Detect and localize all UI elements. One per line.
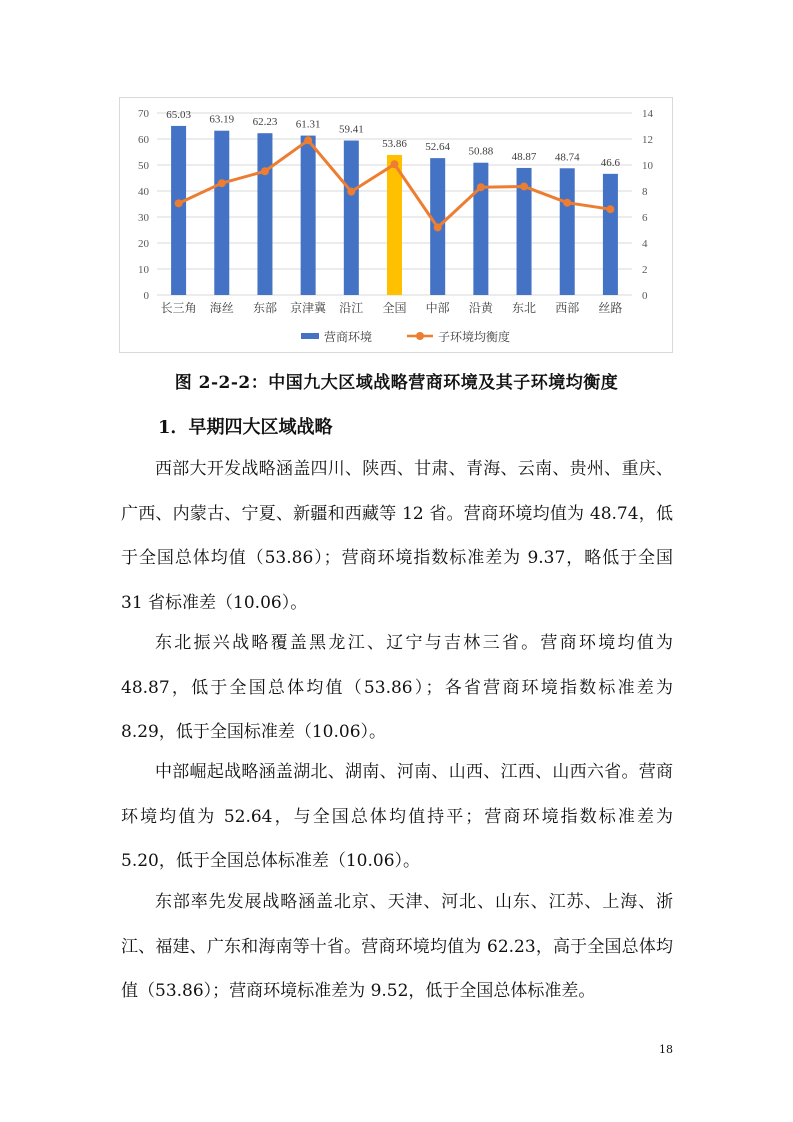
bar-value-label: 48.87 — [511, 150, 537, 163]
left-axis-tick-label: 60 — [138, 134, 149, 146]
bar-value-label: 52.64 — [425, 141, 451, 154]
bar-1 — [171, 126, 186, 295]
category-label: 东北 — [512, 301, 537, 315]
category-label: 全国 — [382, 301, 407, 315]
category-label: 海丝 — [209, 301, 234, 315]
left-axis-tick-label: 10 — [138, 264, 149, 276]
right-axis-tick-label: 2 — [642, 264, 648, 276]
bar-value-label: 65.03 — [166, 108, 191, 121]
page-number: 18 — [659, 1043, 673, 1056]
balance-point-6 — [391, 160, 399, 168]
left-axis-tick-label: 30 — [138, 212, 149, 224]
left-axis-tick-label: 70 — [138, 108, 149, 120]
category-label: 沿江 — [339, 301, 364, 315]
bar-2 — [214, 131, 229, 295]
bar-value-label: 53.86 — [382, 137, 407, 150]
balance-point-2 — [218, 179, 226, 187]
right-axis-tick-label: 12 — [642, 134, 653, 146]
bar-value-label: 62.23 — [252, 116, 278, 129]
legend-swatch-business-environment — [301, 333, 319, 339]
right-axis-tick-label: 0 — [642, 290, 648, 302]
bar-value-label: 63.19 — [209, 113, 235, 126]
paragraph-western-development: 西部大开发战略涵盖四川、陕西、甘肃、青海、云南、贵州、重庆、广西、内蒙古、宁夏、新疆和西藏等 12 省。营商环境均值为 48.74，低于全国总体均值（53.86）；营商环境指数标准差为 9.37，略低于全国 31 省标准差（10.06）。 — [121, 459, 673, 613]
bar-value-label: 59.41 — [338, 123, 364, 136]
balance-point-7 — [434, 223, 442, 231]
legend-label-business-environment: 营商环境 — [324, 330, 373, 344]
bar-value-label: 61.31 — [295, 118, 321, 131]
chart-frame — [119, 97, 673, 353]
bar-6 — [387, 155, 402, 295]
left-axis-tick-label: 50 — [138, 160, 149, 172]
paragraph-eastern-development: 东部率先发展战略涵盖北京、天津、河北、山东、江苏、上海、浙江、福建、广东和海南等十省。营商环境均值为 62.23，高于全国总体均值（53.86）；营商环境标准差为 9.52，低于全国总体标准差。 — [121, 892, 673, 1001]
right-axis-tick-label: 4 — [642, 238, 648, 250]
legend-label-balance: 子环境均衡度 — [438, 330, 511, 344]
right-axis-tick-label: 8 — [642, 186, 648, 198]
bar-line-chart — [120, 98, 674, 354]
paragraph-northeast-revitalization: 东北振兴战略覆盖黑龙江、辽宁与吉林三省。营商环境均值为 48.87，低于全国总体均值（53.86）；各省营商环境指数标准差为 8.29，低于全国标准差（10.06）。 — [121, 633, 673, 742]
left-axis-tick-label: 40 — [138, 186, 149, 198]
balance-point-5 — [347, 188, 355, 196]
category-label: 丝路 — [598, 301, 623, 315]
right-axis-tick-label: 14 — [642, 108, 653, 120]
category-label: 西部 — [555, 301, 580, 315]
bar-8 — [473, 163, 488, 295]
balance-point-9 — [520, 182, 528, 190]
figure-caption: 图 2-2-2：中国九大区域战略营商环境及其子环境均衡度 — [174, 373, 619, 393]
left-axis-tick-label: 20 — [138, 238, 149, 250]
bar-10 — [560, 168, 575, 295]
balance-point-1 — [175, 199, 183, 207]
balance-point-4 — [304, 136, 312, 144]
bar-value-label: 48.74 — [554, 151, 580, 164]
bar-4 — [301, 136, 316, 295]
category-label: 东部 — [252, 301, 277, 315]
balance-point-3 — [261, 167, 269, 175]
category-label: 沿黄 — [468, 301, 493, 315]
bar-value-label: 50.88 — [468, 145, 494, 158]
bar-value-label: 46.6 — [600, 156, 621, 169]
balance-point-10 — [563, 199, 571, 207]
bar-5 — [344, 141, 359, 295]
category-label: 中部 — [425, 301, 450, 315]
category-label: 长三角 — [160, 301, 197, 315]
paragraph-central-rise: 中部崛起战略涵盖湖北、湖南、河南、山西、江西、山西六省。营商环境均值为 52.64，与全国总体均值持平；营商环境指数标准差为 5.20，低于全国总体标准差（10.06）。 — [121, 762, 673, 871]
legend-marker-balance — [416, 332, 424, 340]
section-title: 1．早期四大区域战略 — [158, 417, 333, 438]
bar-11 — [603, 174, 618, 295]
category-label: 京津冀 — [290, 301, 327, 315]
right-axis-tick-label: 6 — [642, 212, 648, 224]
right-axis-tick-label: 10 — [642, 160, 653, 172]
balance-point-11 — [606, 205, 614, 213]
left-axis-tick-label: 0 — [143, 290, 149, 302]
bar-3 — [257, 133, 272, 295]
balance-point-8 — [477, 183, 485, 191]
